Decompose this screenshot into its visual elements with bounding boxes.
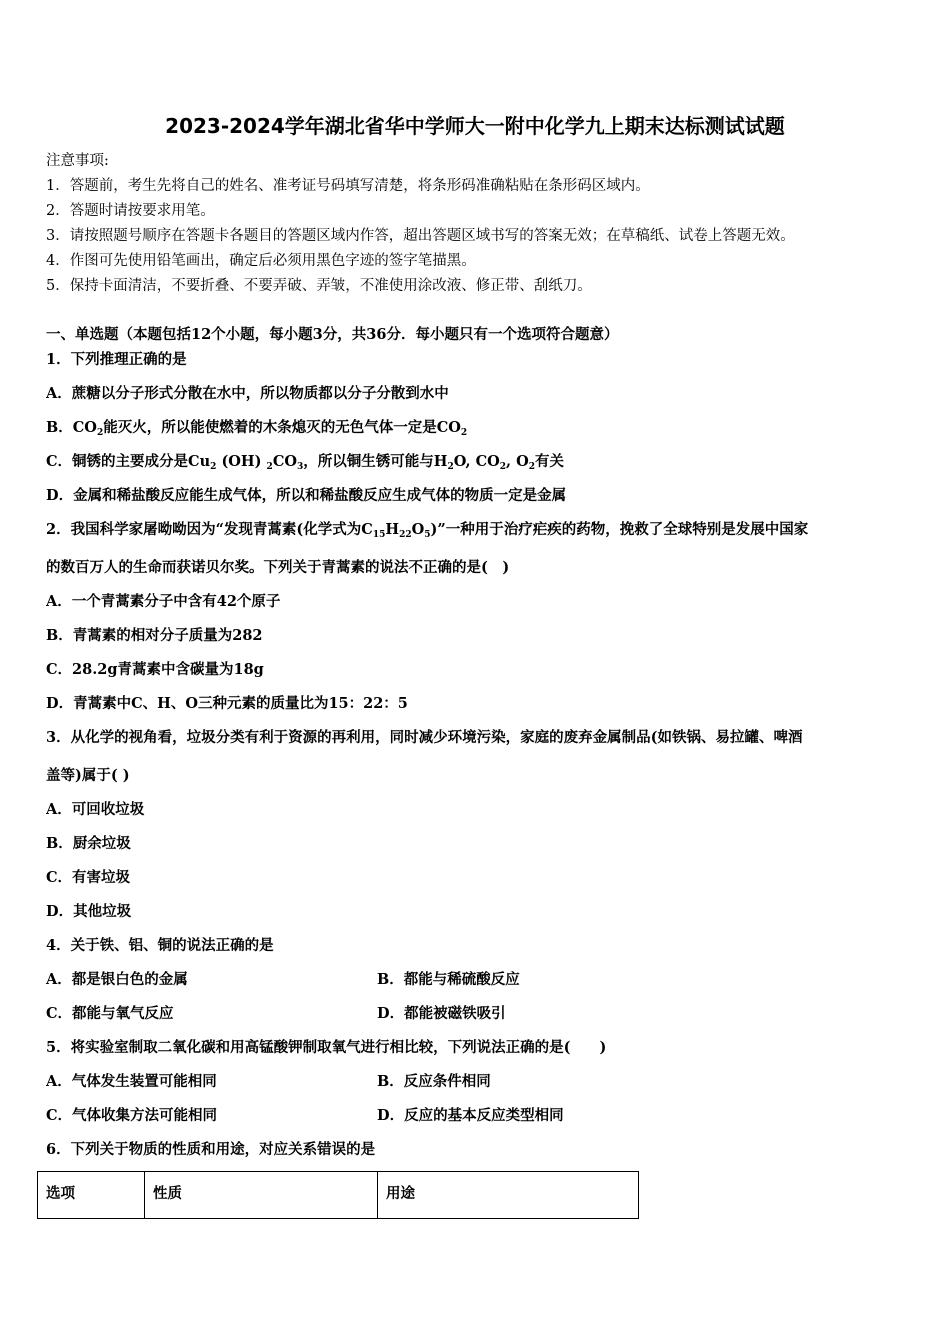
q4-option-c: C．都能与氧气反应 xyxy=(46,1005,174,1022)
q1-option-d: D．金属和稀盐酸反应能生成气体，所以和稀盐酸反应生成气体的物质一定是金属 xyxy=(46,487,567,504)
q3-option-a: A．可回收垃圾 xyxy=(46,801,145,818)
question-2-stem: 2．我国科学家屠呦呦因为“发现青蒿素(化学式为$C_{15}H_{22}O_5$)”一种用于治疗疟疾的药物，挽救了全球特别是发展中国家 xyxy=(46,521,809,540)
q2-option-d: D．青蒿素中C、H、O三种元素的质量比为15：22：5 xyxy=(46,695,408,712)
question-5-stem: 5．将实验室制取二氧化碳和用高锰酸钾制取氧气进行相比较，下列说法正确的是( ) xyxy=(46,1039,607,1056)
question-3-stem-cont: 盖等)属于( ) xyxy=(46,767,130,784)
q4-option-b: B．都能与稀硫酸反应 xyxy=(377,971,520,988)
q1-option-a: A．蔗糖以分子形式分散在水中，所以物质都以分子分散到水中 xyxy=(46,385,449,402)
q1-option-b: B．$CO_2$能灭火，所以能使燃着的木条熄灭的无色气体一定是$CO_2$ xyxy=(46,419,468,438)
q4-option-a: A．都是银白色的金属 xyxy=(46,971,188,988)
question-2-stem-cont: 的数百万人的生命而获诺贝尔奖。下列关于青蒿素的说法不正确的是( ) xyxy=(46,559,510,576)
q2-option-b: B．青蒿素的相对分子质量为282 xyxy=(46,627,263,644)
q6-table xyxy=(37,1171,639,1219)
notice-item: 3．请按照题号顺序在答题卡各题目的答题区域内作答，超出答题区域书写的答案无效；在草稿纸、试卷上答题无效。 xyxy=(46,228,795,244)
question-4-stem: 4．关于铁、铝、铜的说法正确的是 xyxy=(46,937,274,954)
question-1-stem: 1．下列推理正确的是 xyxy=(46,351,187,368)
q4-option-d: D．都能被磁铁吸引 xyxy=(377,1005,506,1022)
q5-option-a: A．气体发生装置可能相同 xyxy=(46,1073,217,1090)
table-header-cell: 用途 xyxy=(378,1172,639,1219)
table-header-row xyxy=(38,1172,639,1219)
question-3-stem: 3．从化学的视角看，垃圾分类有利于资源的再利用，同时减少环境污染，家庭的废弃金属制品(如铁锅、易拉罐、啤酒 xyxy=(46,729,803,746)
q5-option-d: D．反应的基本反应类型相同 xyxy=(377,1107,564,1124)
section-heading: 一、单选题（本题包括12个小题，每小题3分，共36分．每小题只有一个选项符合题意） xyxy=(46,326,619,343)
q2-option-a: A．一个青蒿素分子中含有42个原子 xyxy=(46,593,281,610)
notice-heading: 注意事项: xyxy=(46,153,109,169)
notice-item: 1．答题前，考生先将自己的姓名、准考证号码填写清楚，将条形码准确粘贴在条形码区域内。 xyxy=(46,178,650,194)
q3-option-c: C．有害垃圾 xyxy=(46,869,131,886)
notice-item: 5．保持卡面清洁，不要折叠、不要弄破、弄皱，不准使用涂改液、修正带、刮纸刀。 xyxy=(46,278,592,294)
page-title: 2023-2024学年湖北省华中学师大一附中化学九上期末达标测试试题 xyxy=(165,114,785,138)
q5-option-b: B．反应条件相同 xyxy=(377,1073,491,1090)
notice-item: 2．答题时请按要求用笔。 xyxy=(46,203,215,219)
table-header-cell: 性质 xyxy=(145,1172,378,1219)
q3-option-b: B．厨余垃圾 xyxy=(46,835,131,852)
notice-item: 4．作图可先使用铅笔画出，确定后必须用黑色字迹的签字笔描黑。 xyxy=(46,253,476,269)
q1-option-c: C．铜锈的主要成分是$Cu_2$ (OH) $_2CO_3$，所以铜生锈可能与$H_2O$, $CO_2$, $O_2$有关 xyxy=(46,453,565,472)
q5-option-c: C．气体收集方法可能相同 xyxy=(46,1107,218,1124)
table-header-cell: 选项 xyxy=(38,1172,145,1219)
q2-option-c: C．28.2g青蒿素中含碳量为18g xyxy=(46,661,264,678)
question-6-stem: 6．下列关于物质的性质和用途，对应关系错误的是 xyxy=(46,1141,376,1158)
q3-option-d: D．其他垃圾 xyxy=(46,903,132,920)
